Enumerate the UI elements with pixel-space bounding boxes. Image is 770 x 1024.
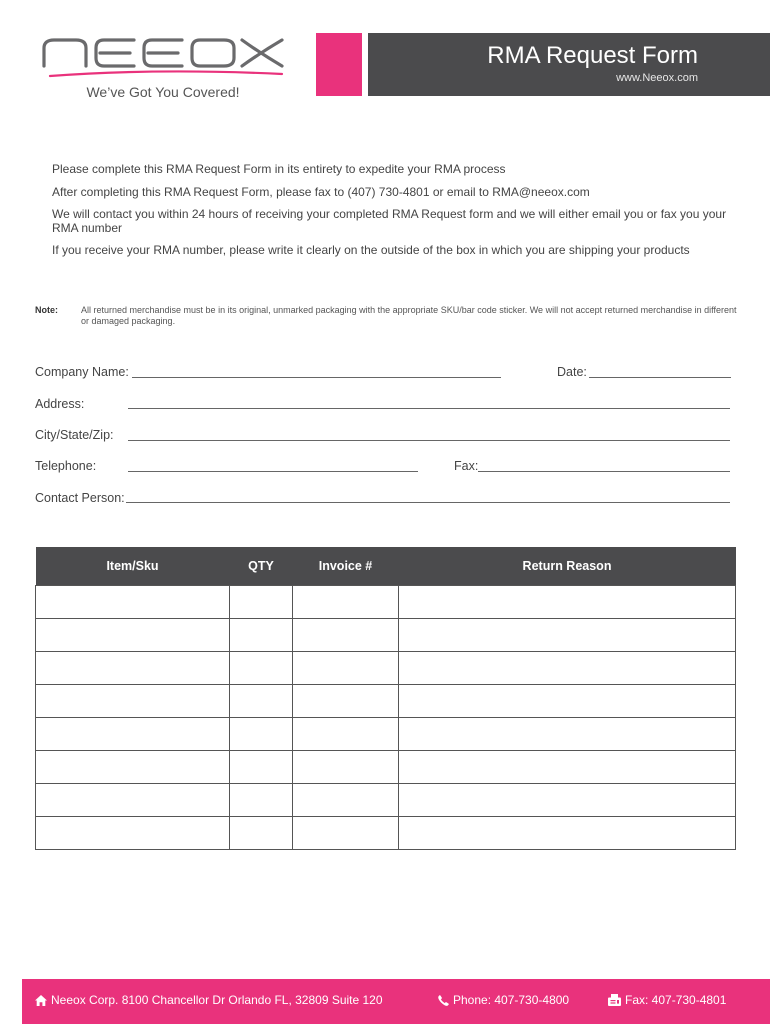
invoice-cell[interactable] — [293, 586, 399, 619]
return-items-table — [35, 547, 736, 850]
table-row — [36, 817, 736, 850]
qty-cell[interactable] — [230, 784, 293, 817]
instructions — [52, 163, 742, 267]
phone-icon — [438, 995, 449, 1006]
home-icon — [35, 995, 47, 1006]
instruction-1: Please complete this RMA Request Form in its entirety to expedite your RMA process — [52, 162, 506, 176]
table-row — [36, 685, 736, 718]
qty-cell[interactable] — [230, 652, 293, 685]
contact-person-label: Contact Person: — [35, 491, 125, 505]
item-sku-cell[interactable] — [36, 817, 230, 850]
qty-cell[interactable] — [230, 817, 293, 850]
date-field[interactable] — [589, 377, 731, 378]
company-name-label: Company Name: — [35, 365, 129, 379]
invoice-cell[interactable] — [293, 718, 399, 751]
item-sku-cell[interactable] — [36, 784, 230, 817]
fax-field[interactable] — [478, 471, 730, 472]
qty-cell[interactable] — [230, 718, 293, 751]
return-reason-cell[interactable] — [399, 817, 736, 850]
return-reason-cell[interactable] — [399, 718, 736, 751]
footer-bar — [22, 979, 770, 1024]
table-row — [36, 586, 736, 619]
table-row — [36, 718, 736, 751]
item-sku-cell[interactable] — [36, 652, 230, 685]
footer-fax — [608, 993, 726, 1007]
column-header-return-reason: Return Reason — [399, 547, 736, 586]
title-banner — [368, 33, 770, 96]
note-label: Note: — [35, 305, 58, 315]
return-reason-cell[interactable] — [399, 586, 736, 619]
note-text: All returned merchandise must be in its original, unmarked packaging with the appropriate SKU/bar code sticker. We will not accept returned merchandise in different or damaged packaging. — [81, 305, 737, 326]
company-name-field[interactable] — [132, 377, 501, 378]
return-reason-cell[interactable] — [399, 784, 736, 817]
footer-fax-text: Fax: 407-730-4801 — [625, 993, 727, 1007]
column-header-item-sku: Item/Sku — [36, 547, 230, 586]
invoice-cell[interactable] — [293, 619, 399, 652]
instruction-4: If you receive your RMA number, please write it clearly on the outside of the box in which you are shipping your products — [52, 243, 690, 257]
table-row — [36, 652, 736, 685]
accent-block — [316, 33, 362, 96]
invoice-cell[interactable] — [293, 685, 399, 718]
item-sku-cell[interactable] — [36, 685, 230, 718]
date-label: Date: — [557, 365, 587, 379]
item-sku-cell[interactable] — [36, 718, 230, 751]
footer-address — [35, 993, 383, 1007]
item-sku-cell[interactable] — [36, 586, 230, 619]
fax-label: Fax: — [454, 459, 479, 473]
return-reason-cell[interactable] — [399, 652, 736, 685]
contact-person-field[interactable] — [126, 502, 730, 503]
item-sku-cell[interactable] — [36, 619, 230, 652]
city-state-zip-label: City/State/Zip: — [35, 428, 114, 442]
telephone-field[interactable] — [128, 471, 418, 472]
tagline: We’ve Got You Covered! — [86, 84, 240, 100]
return-reason-cell[interactable] — [399, 751, 736, 784]
item-sku-cell[interactable] — [36, 751, 230, 784]
qty-cell[interactable] — [230, 586, 293, 619]
table-row — [36, 784, 736, 817]
footer-phone — [438, 993, 569, 1007]
invoice-cell[interactable] — [293, 751, 399, 784]
address-field[interactable] — [128, 408, 730, 409]
website-link[interactable]: www.Neeox.com — [616, 72, 698, 84]
table-row — [36, 751, 736, 784]
address-label: Address: — [35, 397, 85, 411]
invoice-cell[interactable] — [293, 784, 399, 817]
column-header-qty: QTY — [230, 547, 293, 586]
telephone-label: Telephone: — [35, 459, 97, 473]
invoice-cell[interactable] — [293, 652, 399, 685]
return-reason-cell[interactable] — [399, 685, 736, 718]
instruction-2: After completing this RMA Request Form, please fax to (407) 730-4801 or email to RMA@neeox.com — [52, 184, 590, 199]
qty-cell[interactable] — [230, 619, 293, 652]
city-state-zip-field[interactable] — [128, 440, 730, 441]
return-reason-cell[interactable] — [399, 619, 736, 652]
column-header-invoice: Invoice # — [293, 547, 399, 586]
footer-address-text: Neeox Corp. 8100 Chancellor Dr Orlando FL, 32809 Suite 120 — [51, 993, 383, 1007]
invoice-cell[interactable] — [293, 817, 399, 850]
fax-icon — [608, 994, 621, 1006]
qty-cell[interactable] — [230, 751, 293, 784]
instruction-3: We will contact you within 24 hours of receiving your completed RMA Request form and we will either email you or fax you your RMA number — [52, 207, 727, 235]
table-header-row — [36, 547, 736, 586]
page-title: RMA Request Form — [487, 42, 698, 69]
table-row — [36, 619, 736, 652]
footer-phone-text: Phone: 407-730-4800 — [453, 993, 570, 1007]
qty-cell[interactable] — [230, 685, 293, 718]
